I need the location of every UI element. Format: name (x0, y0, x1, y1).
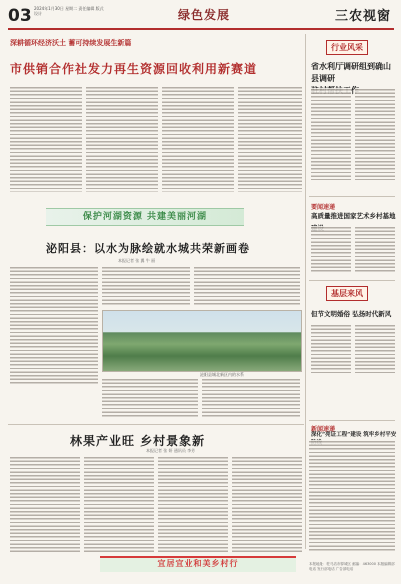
feature-col-5 (202, 378, 300, 418)
story2-col-4 (232, 456, 302, 552)
story2-col-2 (84, 456, 154, 552)
lede-title: 市供销合作社发力再生资源回收利用新赛道 (10, 62, 258, 76)
lede-body-col-4 (238, 86, 302, 192)
feature-divider (8, 424, 304, 425)
feature-banner (46, 208, 244, 226)
page-number: 03 (8, 6, 32, 26)
side-story-1-col-1 (311, 88, 351, 180)
side-story-2-col-2 (355, 226, 395, 272)
story2-col-3 (158, 456, 228, 552)
side-story-1-title: 省水利厅调研组到确山县调研 (311, 61, 391, 83)
feature-photo (102, 310, 302, 372)
lede-body-col-3 (162, 86, 234, 192)
feature-title: 泌阳县：以水为脉绘就水城共荣新画卷 (46, 242, 250, 255)
feature-banner-text: 保护河湖资源 共建美丽河湖 (82, 212, 208, 222)
footer-info: 本报地址：驻马店市驿城区 邮编：463000 本版编辑部电话 发行部电话 广告部电话 (309, 562, 395, 571)
lede-kicker: 深耕循环经济沃土 蓄可持续发展生新篇 (10, 39, 132, 47)
issue-date: 2024年1月30日 星期二 责任编辑 版式设计 (34, 6, 104, 16)
side-story-4-body (309, 440, 395, 552)
section-tag-1: 行业风采 (326, 40, 368, 55)
feature-photo-caption: 泌阳县城北新区内的水系 (200, 372, 244, 377)
side-divider-1 (309, 196, 395, 197)
feature-col-1 (10, 266, 98, 386)
side-story-3-title: 但节文明婚俗 弘扬时代新风 (311, 310, 392, 318)
side-story-3-col-1 (311, 324, 351, 374)
lede-body-col-2 (86, 86, 158, 192)
side-story-3-col-2 (355, 324, 395, 374)
column-divider (305, 34, 306, 549)
bottom-banner-text: 宜居宜业和美乡村行 (157, 559, 239, 568)
feature-col-4 (102, 378, 198, 418)
side-story-2-kicker: 要闻速递 (311, 204, 336, 211)
lede-body-col-1 (10, 86, 82, 192)
feature-col-3 (194, 266, 300, 306)
story2-title: 林果产业旺 乡村景象新 (70, 434, 206, 448)
feature-byline: 本报记者 张 翼 牛 丽 (118, 258, 156, 263)
feature-col-2 (102, 266, 190, 306)
section-title: 三农视窗 (335, 9, 392, 24)
section-tag-2: 基层来风 (326, 286, 368, 301)
side-divider-2 (309, 280, 395, 281)
side-story-2-col-1 (311, 226, 351, 272)
story2-byline: 本报记者 张 妍 通讯员 李芳 (146, 448, 196, 453)
masthead-logo: 绿色发展 (178, 8, 231, 22)
story2-col-1 (10, 456, 80, 552)
side-story-2-title: 高质量推进国家艺术乡村基地 (311, 212, 396, 220)
side-story-1-col-2 (355, 88, 395, 180)
header-rule (8, 28, 394, 30)
side-story-4-title: 深化“亮证工程”建设 筑牢乡村平安 (311, 432, 397, 438)
side-divider-3 (309, 420, 395, 421)
bottom-banner (100, 556, 296, 572)
side-story-4-kicker: 新闻速递 (311, 426, 336, 433)
